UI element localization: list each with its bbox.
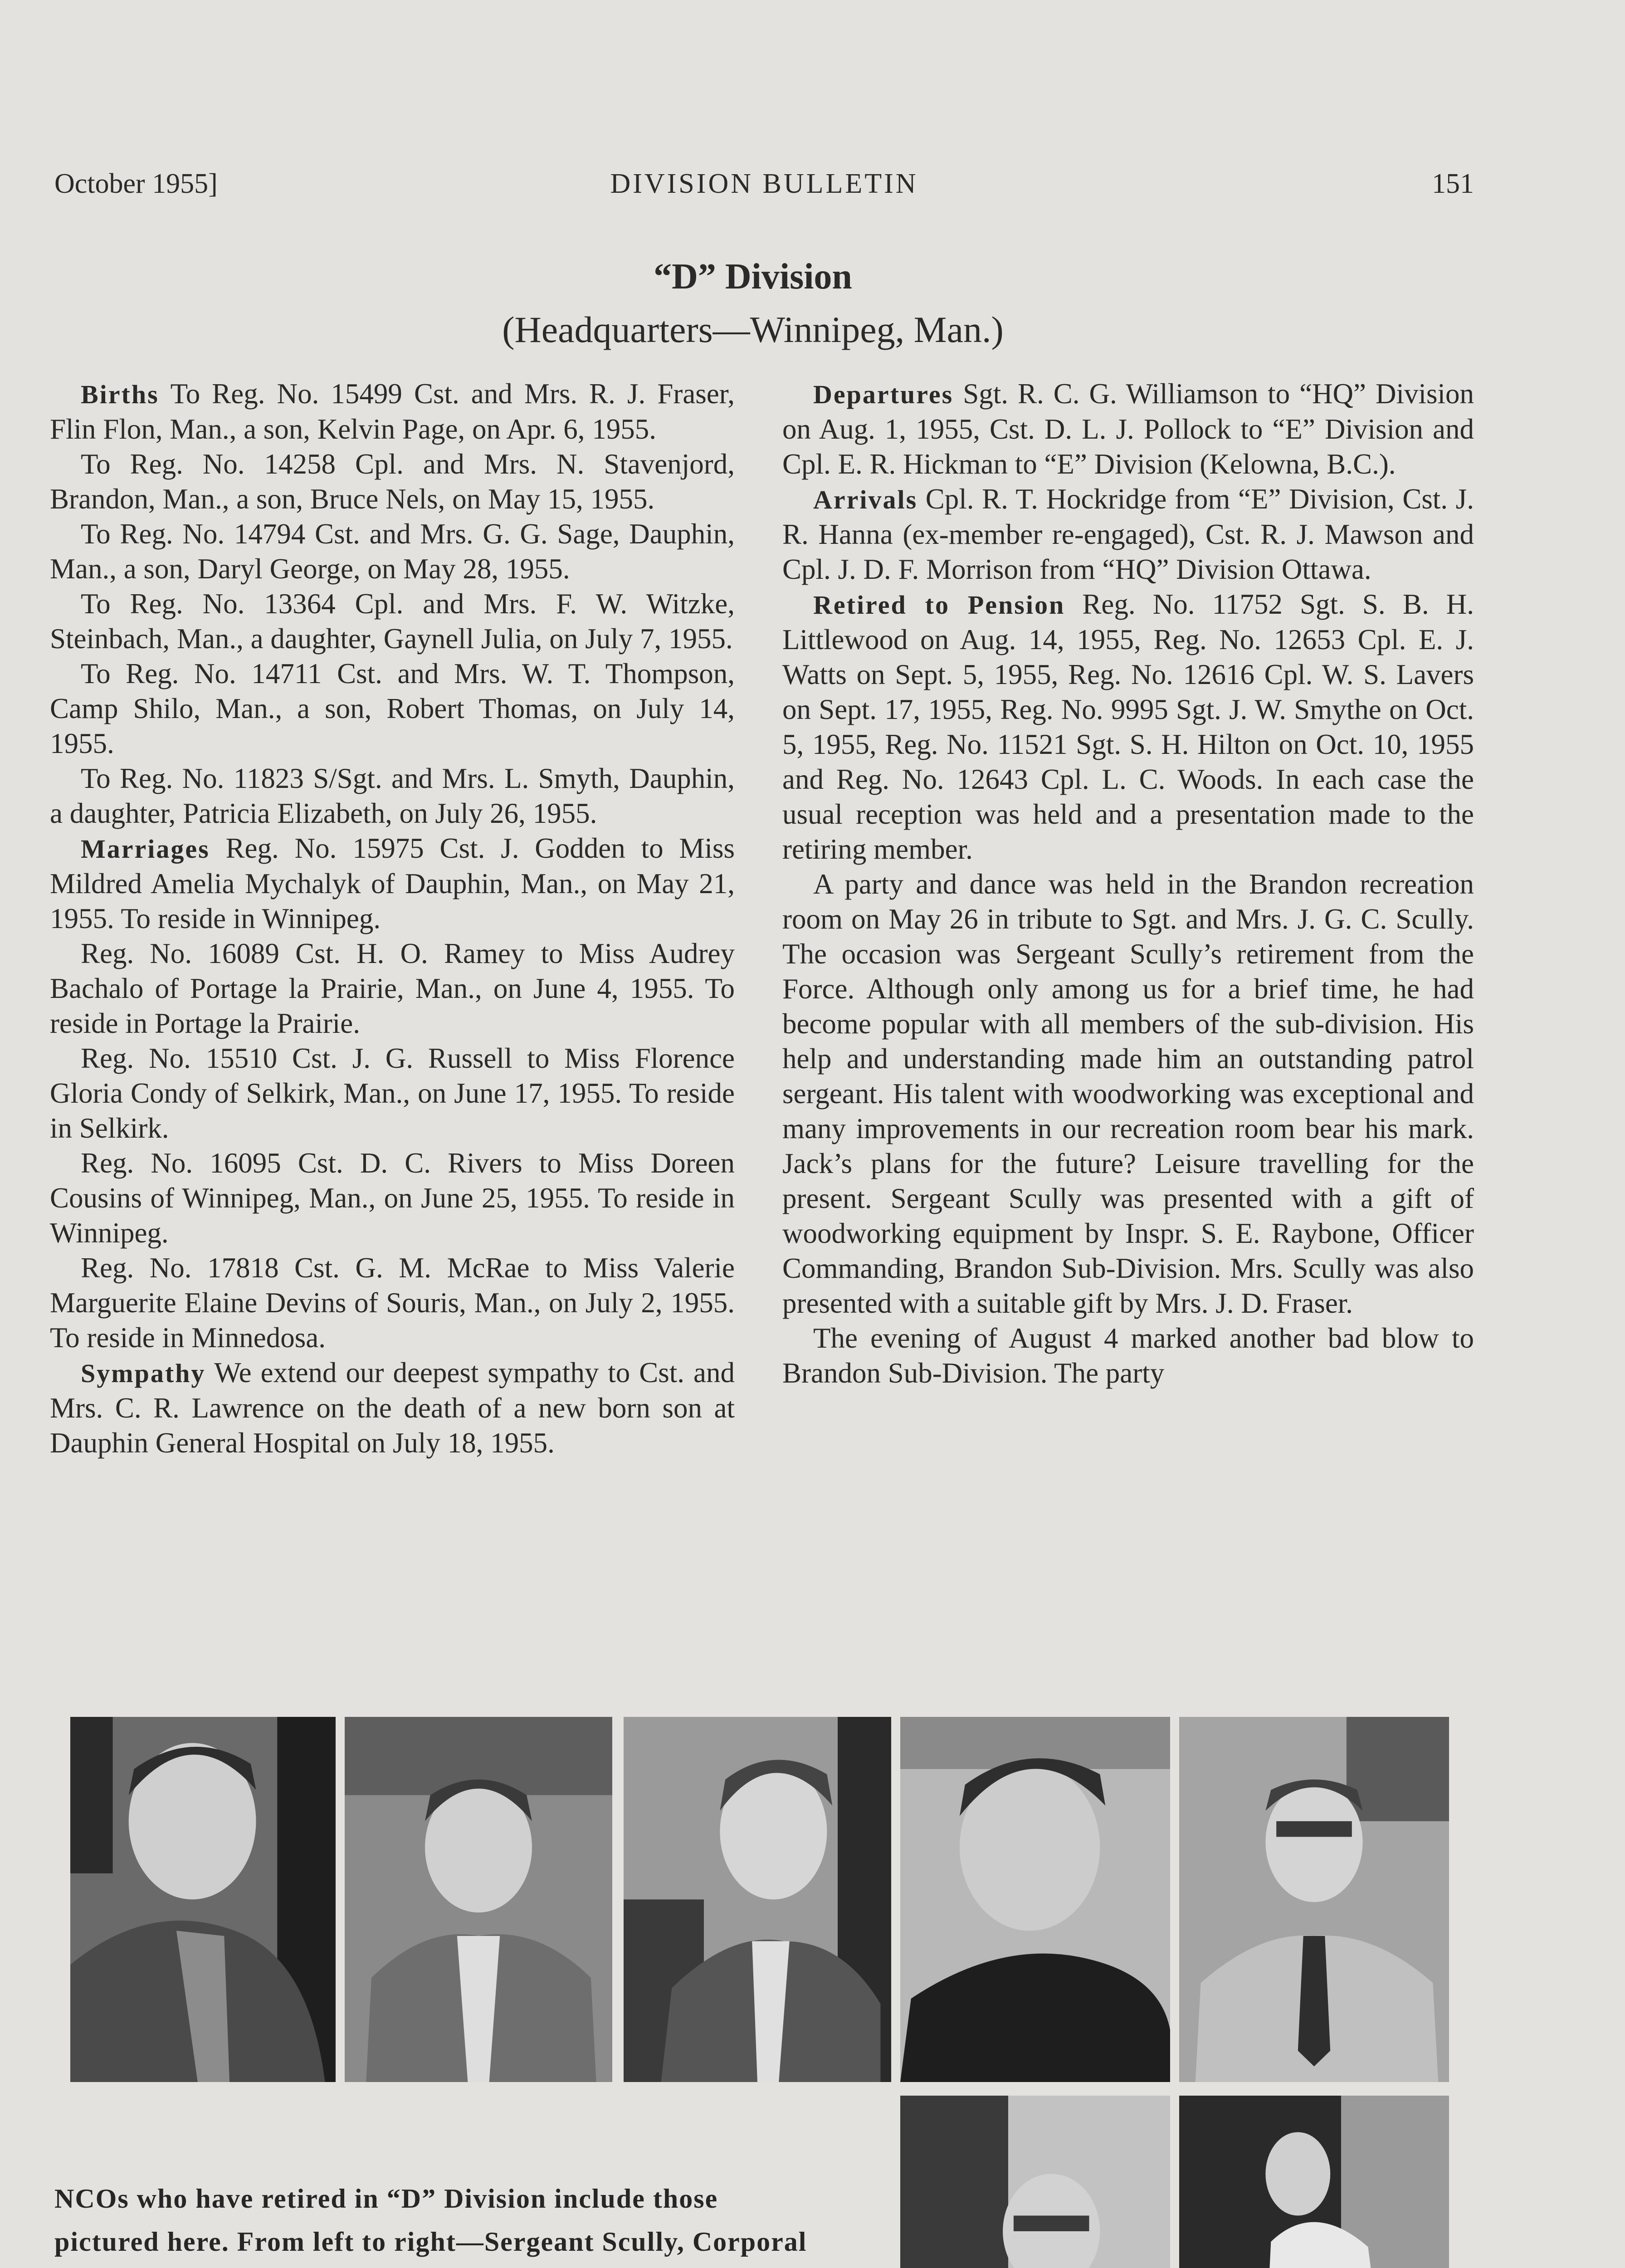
party-paragraph: A party and dance was held in the Brandon recreation room on May 26 in tribute to Sgt. and Mrs. J. G. C. Scully. The occasion was Sergeant Scully’s retirement from the Force. Although only among us for a brief time, he had become popular with all members of the sub-division. His help and understanding made him an outstanding patrol sergeant. His talent with woodworking was exceptional and many improvements in our recreation room bear his mark. Jack’s plans for the future? Leisure travelling for the present. Sergeant Scully was presented with a gift of woodworking equipment by Inspr. S. E. Raybone, Officer Commanding, Brandon Sub-Division. Mrs. Scully was also presented with a suitable gift by Mrs. J. D. Fraser.	[782, 868, 1474, 1319]
departures-heading: Departures	[813, 380, 954, 409]
division-subtitle: (Headquarters—Winnipeg, Man.)	[502, 309, 1004, 350]
photo-caption: NCOs who have retired in “D” Division include those pictured here. From left to right—Sergeant Scully, Corporal	[54, 2184, 807, 2257]
photo-corporal-lavers	[1179, 1717, 1449, 2082]
photo-corporal-watts	[345, 1717, 612, 2082]
left-column	[50, 376, 735, 1461]
arrivals-heading: Arrivals	[813, 485, 918, 514]
retired-heading: Retired to Pension	[813, 590, 1065, 620]
birth-entry: To Reg. No. 13364 Cpl. and Mrs. F. W. Witzke, Steinbach, Man., a daughter, Gaynell Julia, on July 7, 1955.	[50, 588, 735, 655]
page-number: 151	[1432, 168, 1474, 199]
arrivals-entry: Arrivals Cpl. R. T. Hockridge from “E” Division, Cst. J. R. Hanna (ex-member re-engaged), Cst. R. J. Mawson and Cpl. J. D. F. Morrison from “HQ” Division Ottawa.	[782, 483, 1474, 585]
photo-sergeant-hilton	[1179, 2096, 1449, 2268]
birth-entry: Births To Reg. No. 15499 Cst. and Mrs. R. J. Fraser, Flin Flon, Man., a son, Kelvin Page, on Apr. 6, 1955.	[50, 378, 735, 445]
photo-corporal-woods	[900, 1717, 1170, 2082]
birth-entry: To Reg. No. 14711 Cst. and Mrs. W. T. Thompson, Camp Shilo, Man., a son, Robert Thomas, on July 14, 1955.	[50, 658, 735, 759]
departures-entry: Departures Sgt. R. C. G. Williamson to “HQ” Division on Aug. 1, 1955, Cst. D. L. J. Pollock to “E” Division and Cpl. E. R. Hickman to “E” Division (Kelowna, B.C.).	[782, 378, 1474, 480]
sympathy-entry: Sympathy We extend our deepest sympathy to Cst. and Mrs. C. R. Lawrence on the death of a new born son at Dauphin General Hospital on July 18, 1955.	[50, 1357, 735, 1459]
birth-entry: To Reg. No. 14794 Cst. and Mrs. G. G. Sage, Dauphin, Man., a son, Daryl George, on May 28, 1955.	[50, 518, 735, 585]
births-heading: Births	[81, 380, 159, 409]
photo-sergeant-scully	[70, 1717, 336, 2082]
marriage-entry: Reg. No. 16089 Cst. H. O. Ramey to Miss Audrey Bachalo of Portage la Prairie, Man., on June 4, 1955. To reside in Portage la Prairie.	[50, 938, 735, 1039]
photo-sergeant-smythe	[900, 2096, 1170, 2268]
right-column	[782, 376, 1474, 1391]
running-head	[54, 168, 1474, 209]
division-title: “D” Division	[654, 257, 852, 297]
marriages-heading: Marriages	[81, 834, 210, 864]
retired-entry: Retired to Pension Reg. No. 11752 Sgt. S. B. H. Littlewood on Aug. 14, 1955, Reg. No. 12653 Cpl. E. J. Watts on Sept. 5, 1955, Reg. No. 12616 Cpl. W. S. Lavers on Sept. 17, 1955, Reg. No. 9995 Sgt. J. W. Smythe on Oct. 5, 1955, Reg. No. 11521 Sgt. S. H. Hilton on Oct. 10, 1955 and Reg. No. 12643 Cpl. L. C. Woods. In each case the usual reception was held and a presentation made to the retiring member.	[782, 588, 1474, 865]
marriage-entry: Reg. No. 17818 Cst. G. M. McRae to Miss Valerie Marguerite Elaine Devins of Souris, Man., on July 2, 1955. To reside in Minnedosa.	[50, 1252, 735, 1354]
evening-paragraph: The evening of August 4 marked another bad blow to Brandon Sub-Division. The party	[782, 1322, 1474, 1389]
publication-title: DIVISION BULLETIN	[610, 168, 918, 199]
birth-entry: To Reg. No. 11823 S/Sgt. and Mrs. L. Smyth, Dauphin, a daughter, Patricia Elizabeth, on July 26, 1955.	[50, 763, 735, 829]
marriage-entry: Reg. No. 16095 Cst. D. C. Rivers to Miss Doreen Cousins of Winnipeg, Man., on June 25, 1955. To reside in Winnipeg.	[50, 1147, 735, 1249]
issue-date: October 1955]	[54, 168, 218, 199]
marriage-entry: Marriages Reg. No. 15975 Cst. J. Godden to Miss Mildred Amelia Mychalyk of Dauphin, Man., on May 21, 1955. To reside in Winnipeg.	[50, 832, 735, 934]
sympathy-heading: Sympathy	[81, 1359, 206, 1388]
birth-entry: To Reg. No. 14258 Cpl. and Mrs. N. Stavenjord, Brandon, Man., a son, Bruce Nels, on May 15, 1955.	[50, 448, 735, 515]
marriage-entry: Reg. No. 15510 Cst. J. G. Russell to Miss Florence Gloria Condy of Selkirk, Man., on June 17, 1955. To reside in Selkirk.	[50, 1042, 735, 1144]
photo-sergeant-littlewood	[624, 1717, 891, 2082]
